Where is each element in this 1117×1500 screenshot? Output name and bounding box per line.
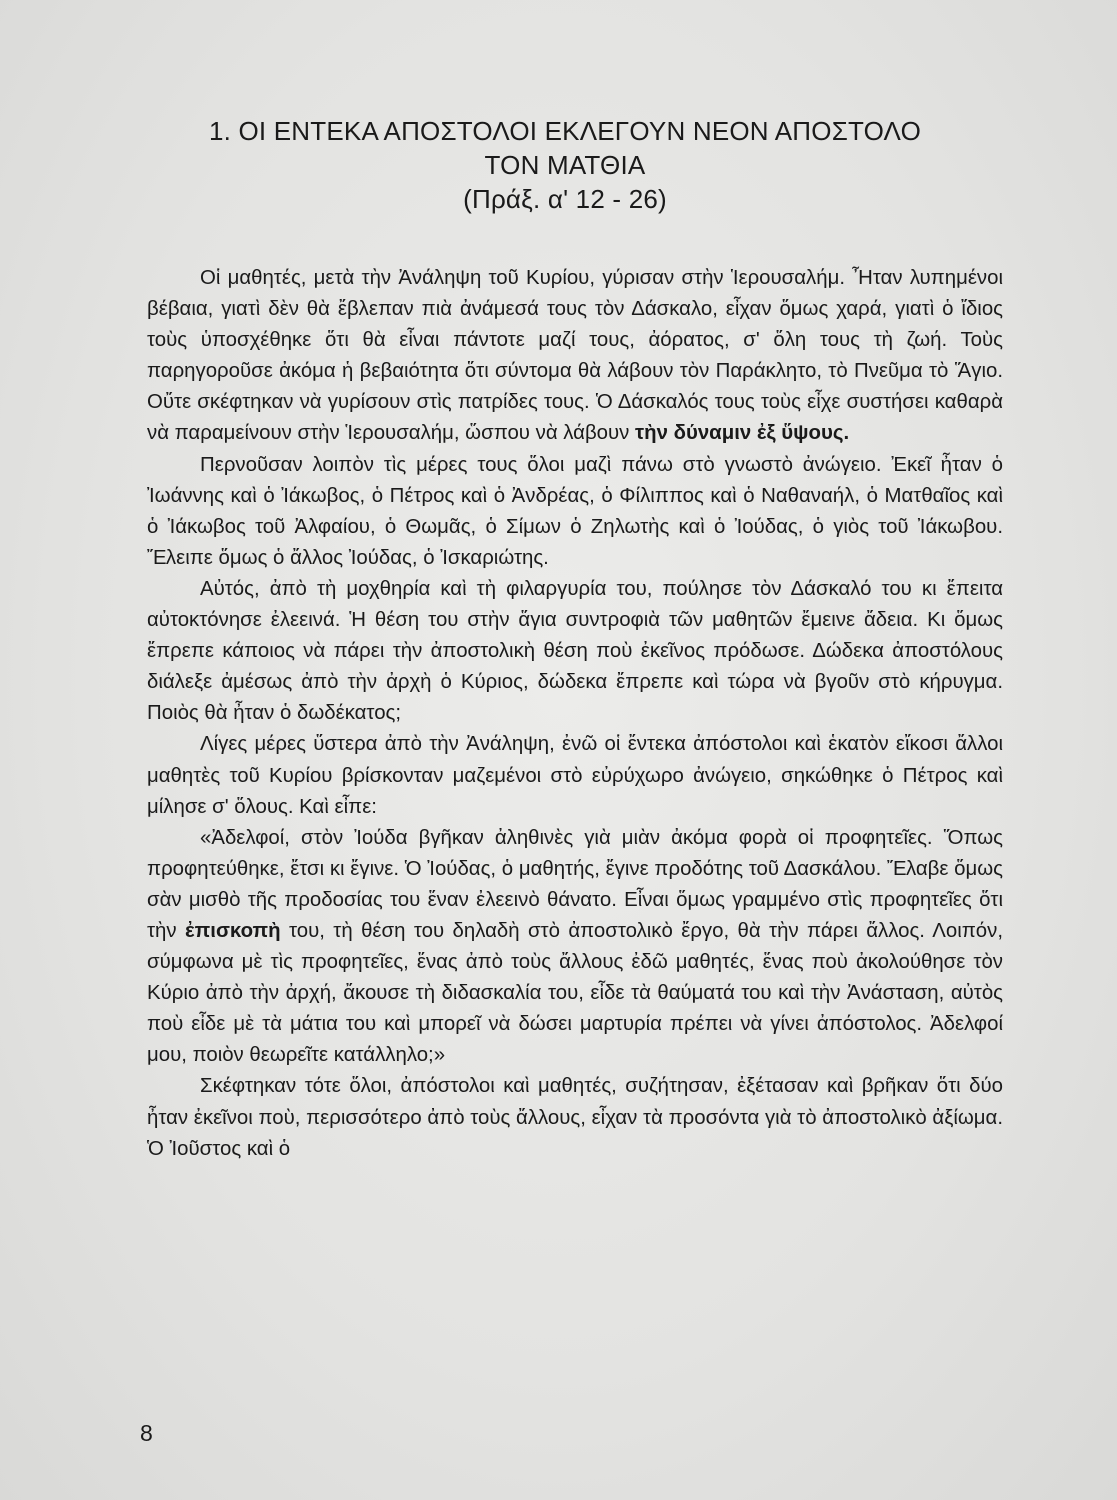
paragraph-1 xyxy=(147,263,1003,450)
paragraph-3: Αὐτός, ἀπὸ τὴ μοχθηρία καὶ τὴ φιλαργυρία του, πούλησε τὸν Δάσκαλό του κι ἔπειτα αὐτοκτόνησε ἐλεεινά. Ἡ θέση του στὴν ἅγια συντροφιὰ τῶν μαθητῶν ἔμεινε ἄδεια. Κι ὅμως ἔπρεπε κάποιος νὰ πάρει τὴν ἀποστολικὴ θέση ποὺ ἐκεῖνος πρόδωσε. Δώδεκα ἀποστόλους διάλεξε ἀμέσως ἀπὸ τὴν ἀρχὴ ὁ Κύριος, δώδεκα ἔπρεπε καὶ τώρα νὰ βγοῦν στὸ κήρυγμα. Ποιὸς θὰ ἦταν ὁ δωδέκατος; xyxy=(147,577,1003,725)
page-number: 8 xyxy=(140,1420,153,1446)
paragraph-5-emphasis: ἐπισκοπὴ xyxy=(185,919,281,942)
paragraph-1-text: Οἱ μαθητές, μετὰ τὴν Ἀνάληψη τοῦ Κυρίου, γύρισαν στὴν Ἱερουσαλήμ. Ἦταν λυπημένοι βέβαια, γιατὶ δὲν θὰ ἔβλεπαν πιὰ ἀνάμεσά τους τὸν Δάσκαλο, εἶχαν ὅμως χαρά, γιατὶ ὁ ἴδιος τοὺς ὑποσχέθηκε ὅτι θὰ εἶναι πάντοτε μαζί τους, ἀόρατος, σ' ὅλη τους τὴ ζωή. Τοὺς παρηγοροῦσε ἀκόμα ἡ βεβαιότητα ὅτι σύντομα θὰ λάβουν τὸν Παράκλητο, τὸ Πνεῦμα τὸ Ἅγιο. Οὔτε σκέφτηκαν νὰ γυρίσουν στὶς πατρίδες τους. Ὁ Δάσκαλός τους τοὺς εἶχε συστήσει καθαρὰ νὰ παραμείνουν στὴν Ἱερουσαλήμ, ὥσπου νὰ λάβουν xyxy=(147,267,1003,445)
paragraph-2: Περνοῦσαν λοιπὸν τὶς μέρες τους ὅλοι μαζὶ πάνω στὸ γνωστὸ ἀνώγειο. Ἐκεῖ ἦταν ὁ Ἰωάννης καὶ ὁ Ἰάκωβος, ὁ Πέτρος καὶ ὁ Ἀνδρέας, ὁ Φίλιππος καὶ ὁ Ναθαναήλ, ὁ Ματθαῖος καὶ ὁ Ἰάκωβος τοῦ Ἀλφαίου, ὁ Θωμᾶς, ὁ Σίμων ὁ Ζηλωτὴς καὶ ὁ Ἰούδας, ὁ γιὸς τοῦ Ἰάκωβου. Ἔλειπε ὅμως ὁ ἄλλος Ἰούδας, ὁ Ἰσκαριώτης. xyxy=(147,453,1003,569)
chapter-title-line-1: 1. ΟΙ ΕΝΤΕΚΑ ΑΠΟΣΤΟΛΟΙ ΕΚΛΕΓΟΥΝ ΝΕΟΝ ΑΠΟΣΤΟΛΟ xyxy=(208,116,921,146)
paragraph-6: Σκέφτηκαν τότε ὅλοι, ἀπόστολοι καὶ μαθητές, συζήτησαν, ἐξέτασαν καὶ βρῆκαν ὅτι δύο ἦταν ἐκεῖνοι ποὺ, περισσότερο ἀπὸ τοὺς ἄλλους, εἶχαν τὰ προσόντα γιὰ τὸ ἀποστολικὸ ἀξίωμα. Ὁ Ἰοῦστος καὶ ὁ xyxy=(147,1075,1003,1160)
chapter-title-line-2: ΤΟΝ ΜΑΤΘΙΑ xyxy=(484,150,646,180)
paragraph-1-emphasis: τὴν δύναμιν ἐξ ὕψους. xyxy=(635,422,850,445)
paragraph-5-text-start: «Ἀδελφοί, στὸν Ἰούδα βγῆκαν ἀληθινὲς γιὰ μιὰν ἀκόμα φορὰ οἱ προφητεῖες. Ὅπως προφητεύθηκε, ἔτσι κι ἔγινε. Ὁ Ἰούδας, ὁ μαθητής, ἔγινε προδότης τοῦ Δασκάλου. Ἔλαβε ὅμως σὰν μισθὸ τῆς προδοσίας του ἕναν ἐλεεινὸ θάνατο. Εἶναι ὅμως γραμμένο στὶς προφητεῖες ὅτι τὴν xyxy=(147,826,1003,942)
paragraph-5-text-end: του, τὴ θέση του δηλαδὴ στὸ ἀποστολικὸ ἔργο, θὰ τὴν πάρει ἄλλος. Λοιπόν, σύμφωνα μὲ τὶς προφητεῖες, ἕνας ἀπὸ τοὺς ἄλλους ἐδῶ μαθητές, ἕνας ποὺ ἀκολούθησε τὸν Κύριο ἀπὸ τὴν ἀρχή, ἄκουσε τὴ διδασκαλία του, εἶδε τὰ θαύματά του καὶ τὴν Ἀνάσταση, αὐτὸς ποὺ εἶδε μὲ τὰ μάτια του καὶ μπορεῖ νὰ δώσει μαρτυρία πρέπει νὰ γίνει ἀπόστολος. Ἀδελφοί μου, ποιὸν θεωρεῖτε κατάλληλο;» xyxy=(147,919,1003,1067)
scripture-reference: (Πράξ. α' 12 - 26) xyxy=(463,184,667,214)
chapter-header xyxy=(150,114,980,216)
paragraph-4: Λίγες μέρες ὕστερα ἀπὸ τὴν Ἀνάληψη, ἐνῶ οἱ ἔντεκα ἀπόστολοι καὶ ἑκατὸν εἴκοσι ἄλλοι μαθητὲς τοῦ Κυρίου βρίσκονταν μαζεμένοι στὸ εὐρύχωρο ἀνώγειο, σηκώθηκε ὁ Πέτρος καὶ μίλησε σ' ὅλους. Καὶ εἶπε: xyxy=(147,733,1003,818)
paragraph-5 xyxy=(147,823,1003,1072)
body-text xyxy=(147,263,1003,1165)
